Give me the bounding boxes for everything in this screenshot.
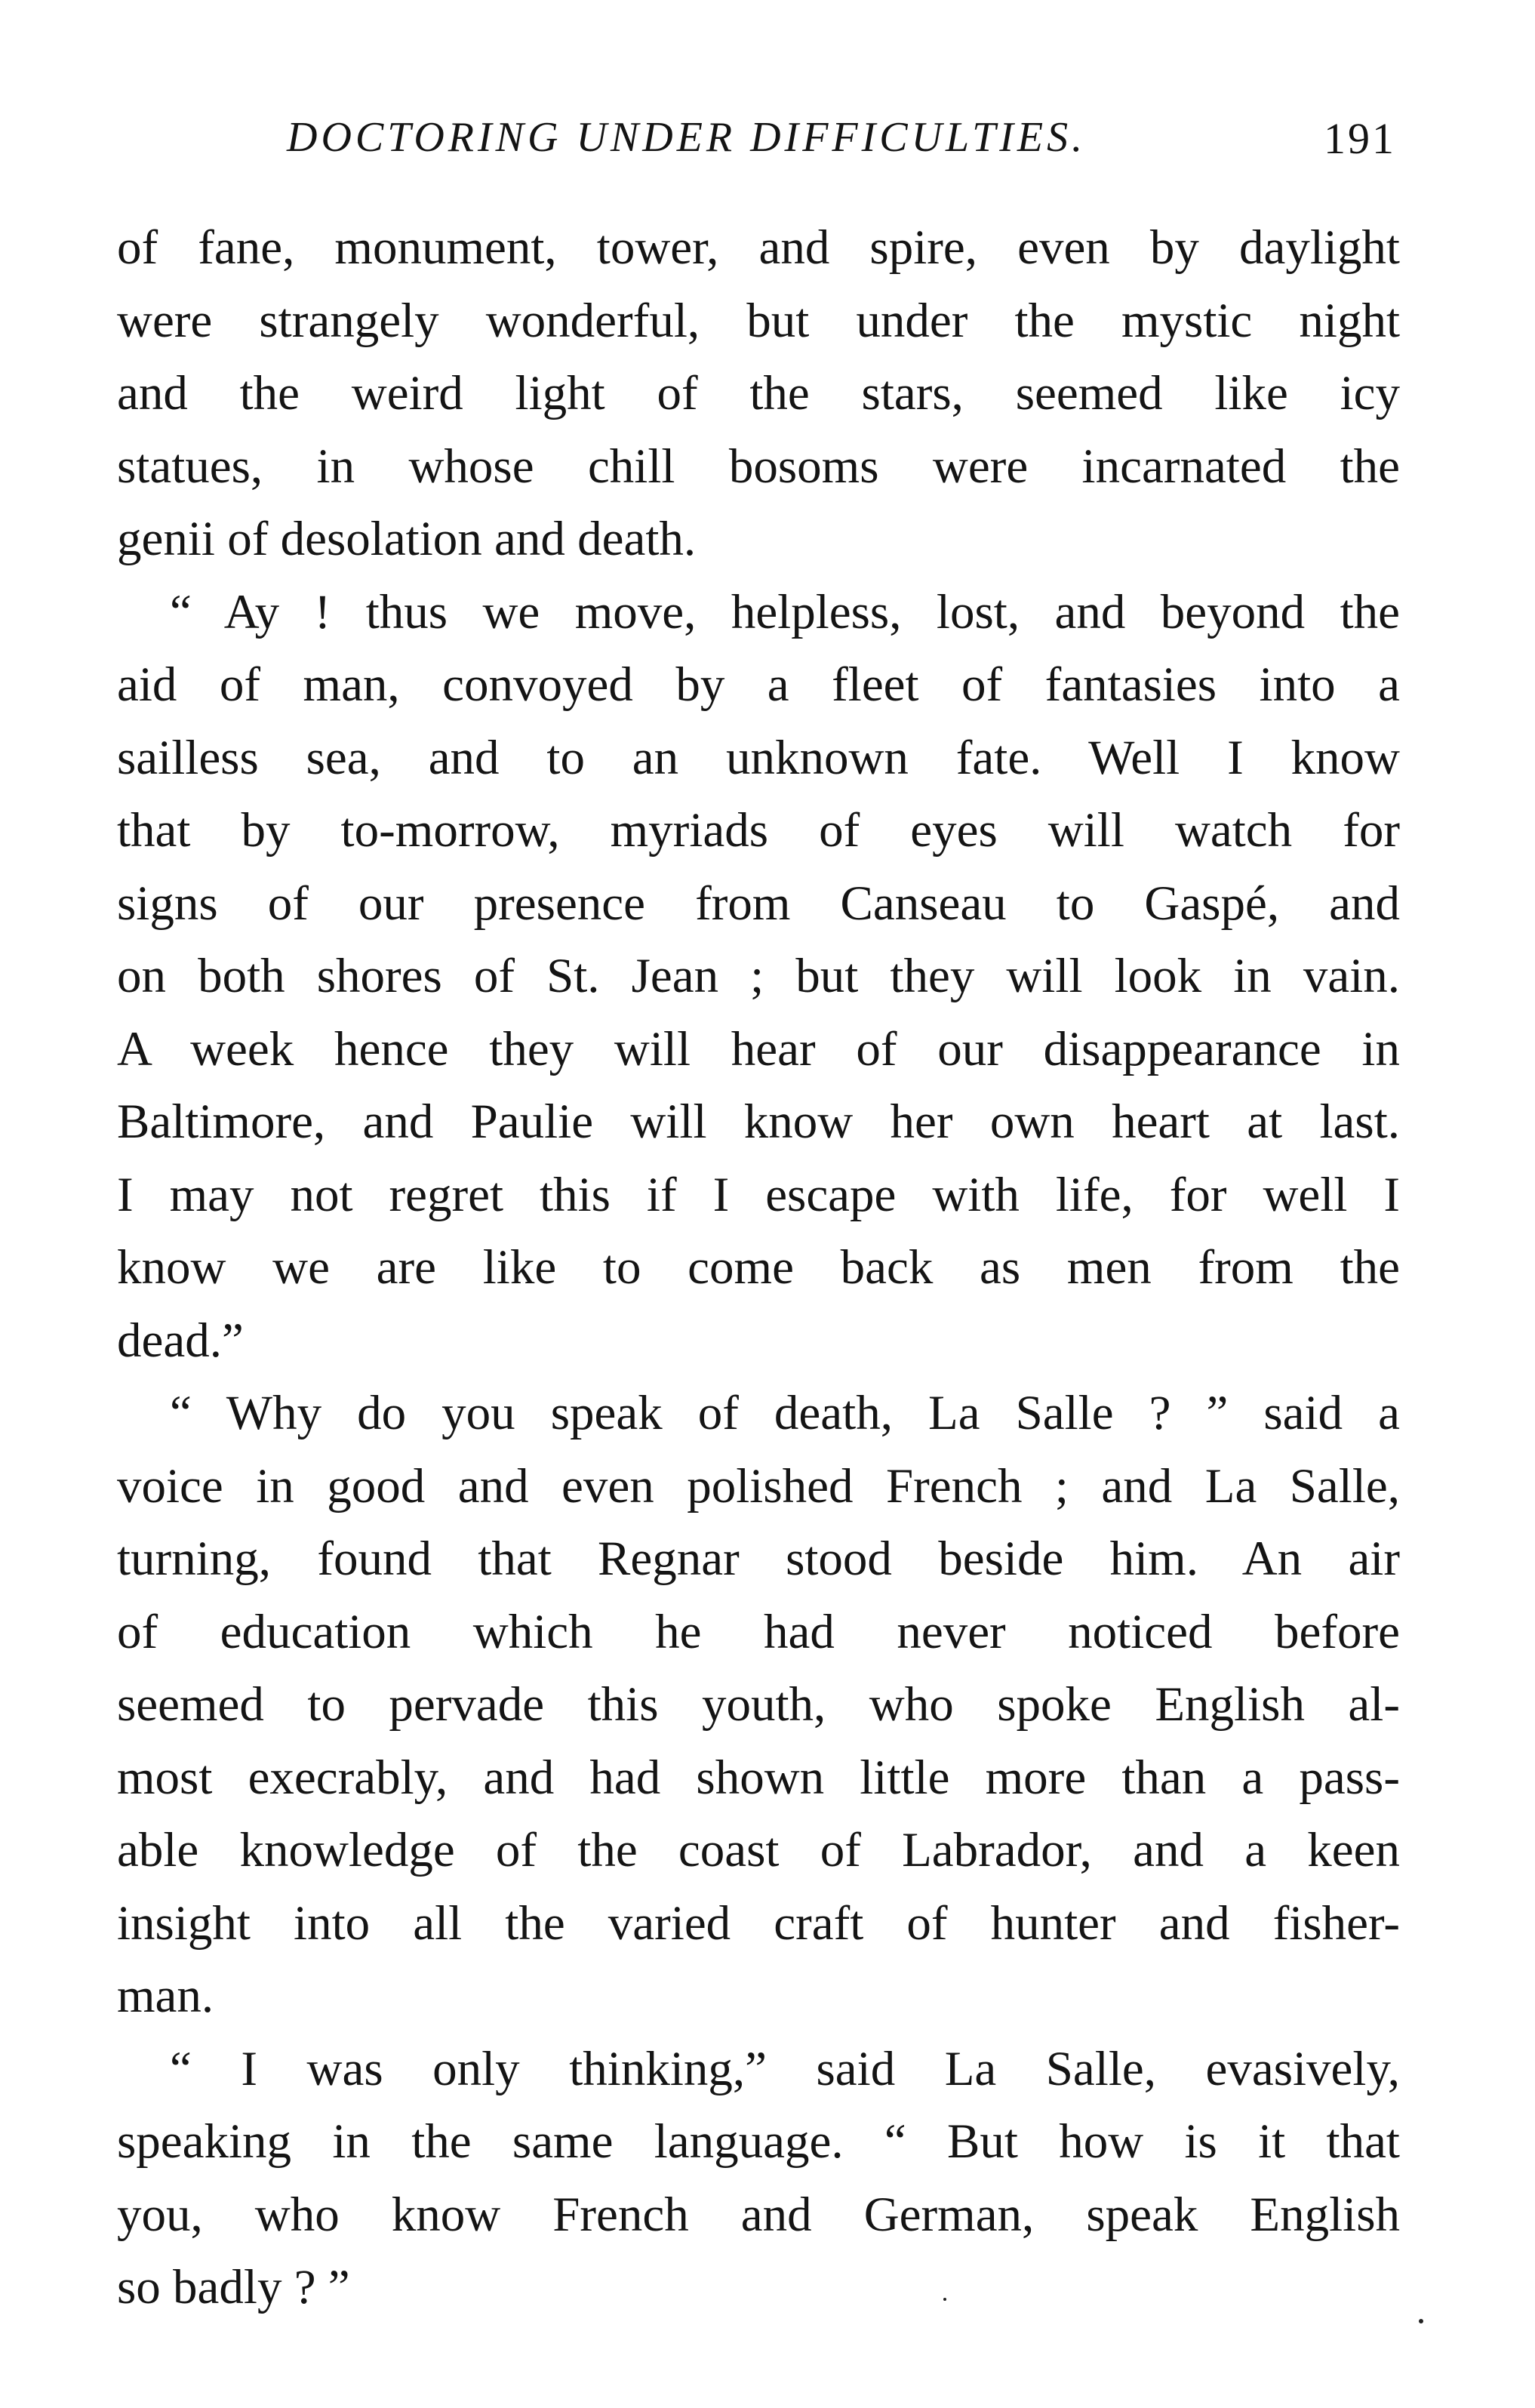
text-line: I may not regret this if I escape with life, for well I	[117, 1167, 1400, 1222]
text-line: A week hence they will hear of our disappearance in	[117, 1021, 1400, 1076]
text-line: of fane, monument, tower, and spire, even by daylight	[117, 220, 1400, 275]
paragraph	[117, 2033, 1400, 2324]
text-line: know we are like to come back as men from the	[117, 1240, 1400, 1295]
text-line: that by to-morrow, myriads of eyes will watch for	[117, 803, 1400, 858]
running-title: DOCTORING UNDER DIFFICULTIES.	[287, 114, 1087, 161]
text-line: “ I was only thinking,” said La Salle, evasively,	[170, 2041, 1400, 2096]
page-header	[287, 113, 1396, 174]
text-line: aid of man, convoyed by a fleet of fantasies into a	[117, 657, 1400, 712]
text-line: insight into all the varied craft of hunter and fisher-	[117, 1895, 1400, 1951]
text-line: genii of desolation and death.	[117, 512, 697, 566]
text-line: were strangely wonderful, but under the mystic night	[117, 293, 1400, 348]
text-line: most execrably, and had shown little more than a pass-	[117, 1750, 1400, 1805]
paragraph	[117, 576, 1400, 1378]
paragraph	[117, 1377, 1400, 2033]
text-line: Baltimore, and Paulie will know her own heart at last.	[117, 1095, 1400, 1149]
text-line: “ Ay ! thus we move, helpless, lost, and beyond the	[170, 584, 1400, 639]
text-line: you, who know French and German, speak English	[117, 2187, 1400, 2242]
text-line: signs of our presence from Canseau to Gaspé, and	[117, 876, 1400, 931]
text-line: “ Why do you speak of death, La Salle ? ” said a	[170, 1386, 1400, 1440]
ink-speck	[943, 2298, 946, 2301]
body-text	[117, 211, 1400, 2324]
text-line: of education which he had never noticed before	[117, 1604, 1400, 1659]
text-line: man.	[117, 1969, 214, 2023]
text-line: on both shores of St. Jean ; but they will look in vain.	[117, 949, 1400, 1003]
text-line: voice in good and even polished French ; and La Salle,	[117, 1458, 1400, 1513]
page-number: 191	[1324, 114, 1396, 163]
text-line: turning, found that Regnar stood beside him. An air	[117, 1532, 1400, 1586]
text-line: statues, in whose chill bosoms were incarnated the	[117, 439, 1400, 494]
text-line: speaking in the same language. “ But how is it that	[117, 2114, 1400, 2169]
paragraph	[117, 211, 1400, 576]
text-line: and the weird light of the stars, seemed like icy	[117, 366, 1400, 420]
text-line: dead.”	[117, 1313, 244, 1368]
text-line: sailless sea, and to an unknown fate. Well I know	[117, 730, 1400, 785]
text-line: so badly ? ”	[117, 2260, 350, 2314]
text-line: able knowledge of the coast of Labrador, and a keen	[117, 1823, 1400, 1877]
text-line: seemed to pervade this youth, who spoke English al-	[117, 1677, 1400, 1732]
ink-speck	[1419, 2319, 1423, 2323]
